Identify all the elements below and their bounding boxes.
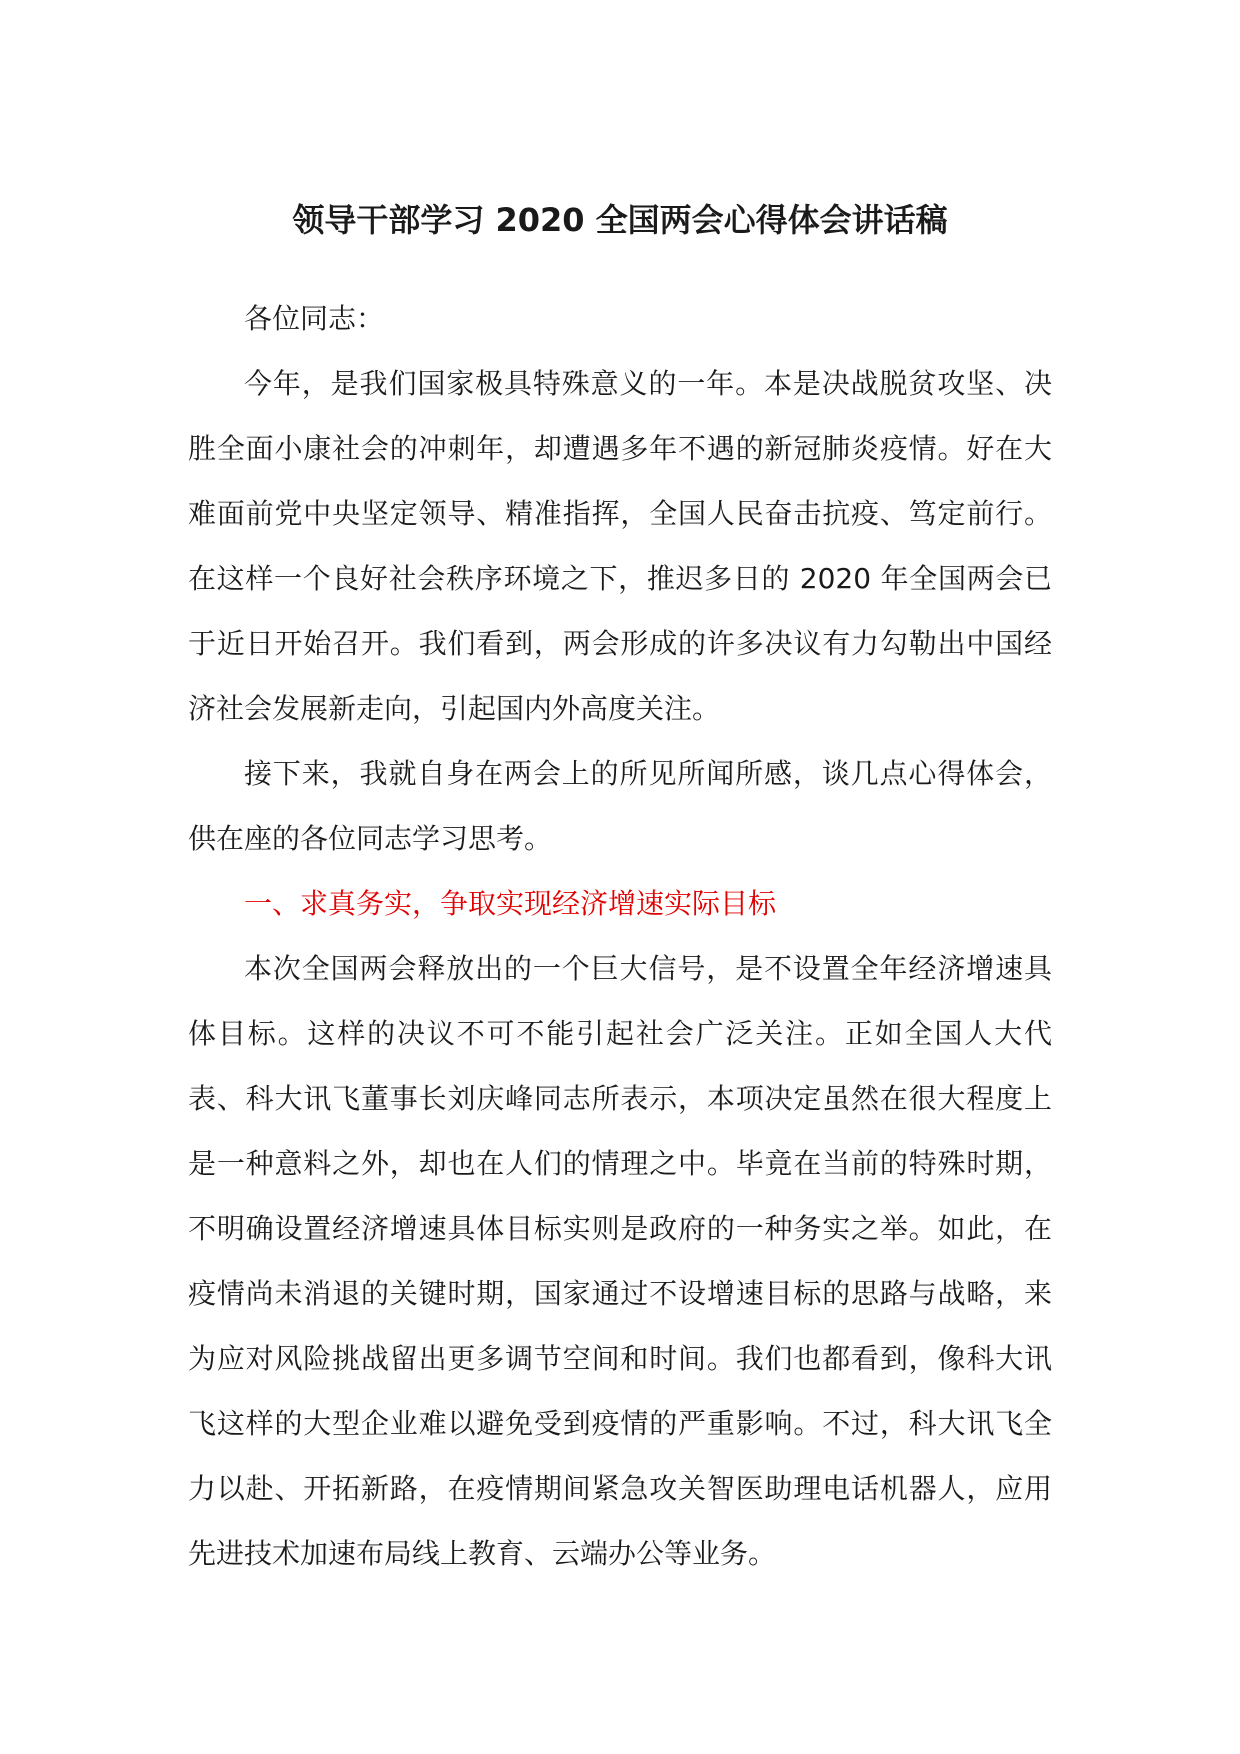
document-title: 领导干部学习 2020 全国两会心得体会讲话稿 xyxy=(292,201,948,239)
salutation: 各位同志： xyxy=(244,302,385,335)
section-paragraph-1: 本次全国两会释放出的一个巨大信号，是不设置全年经济增速具体目标。这样的决议不可不能引起社会广泛关注。正如全国人大代表、科大讯飞董事长刘庆峰同志所表示，本项决定虽然在很大程度上是一种意料之外，却也在人们的情理之中。毕竟在当前的特殊时期，不明确设置经济增速具体目标实则是政府的一种务实之举。如此，在疫情尚未消退的关键时期，国家通过不设增速目标的思路与战略，来为应对风险挑战留出更多调节空间和时间。我们也都看到，像科大讯飞这样的大型企业难以避免受到疫情的严重影响。不过，科大讯飞全力以赴、开拓新路，在疫情期间紧急攻关智医助理电话机器人，应用先进技术加速布局线上教育、云端办公等业务。 xyxy=(188,952,1052,1570)
section-heading-1: 一、求真务实，争取实现经济增速实际目标 xyxy=(244,887,777,920)
paragraph-transition: 接下来，我就自身在两会上的所见所闻所感，谈几点心得体会，供在座的各位同志学习思考。 xyxy=(188,757,1052,855)
paragraph-intro: 今年，是我们国家极具特殊意义的一年。本是决战脱贫攻坚、决胜全面小康社会的冲刺年，却遭遇多年不遇的新冠肺炎疫情。好在大难面前党中央坚定领导、精准指挥，全国人民奋击抗疫、笃定前行。在这样一个良好社会秩序环境之下，推迟多日的 2020 年全国两会已于近日开始召开。我们看到，两会形成的许多决议有力勾勒出中国经济社会发展新走向，引起国内外高度关注。 xyxy=(188,367,1052,725)
document-body xyxy=(188,286,1052,1586)
